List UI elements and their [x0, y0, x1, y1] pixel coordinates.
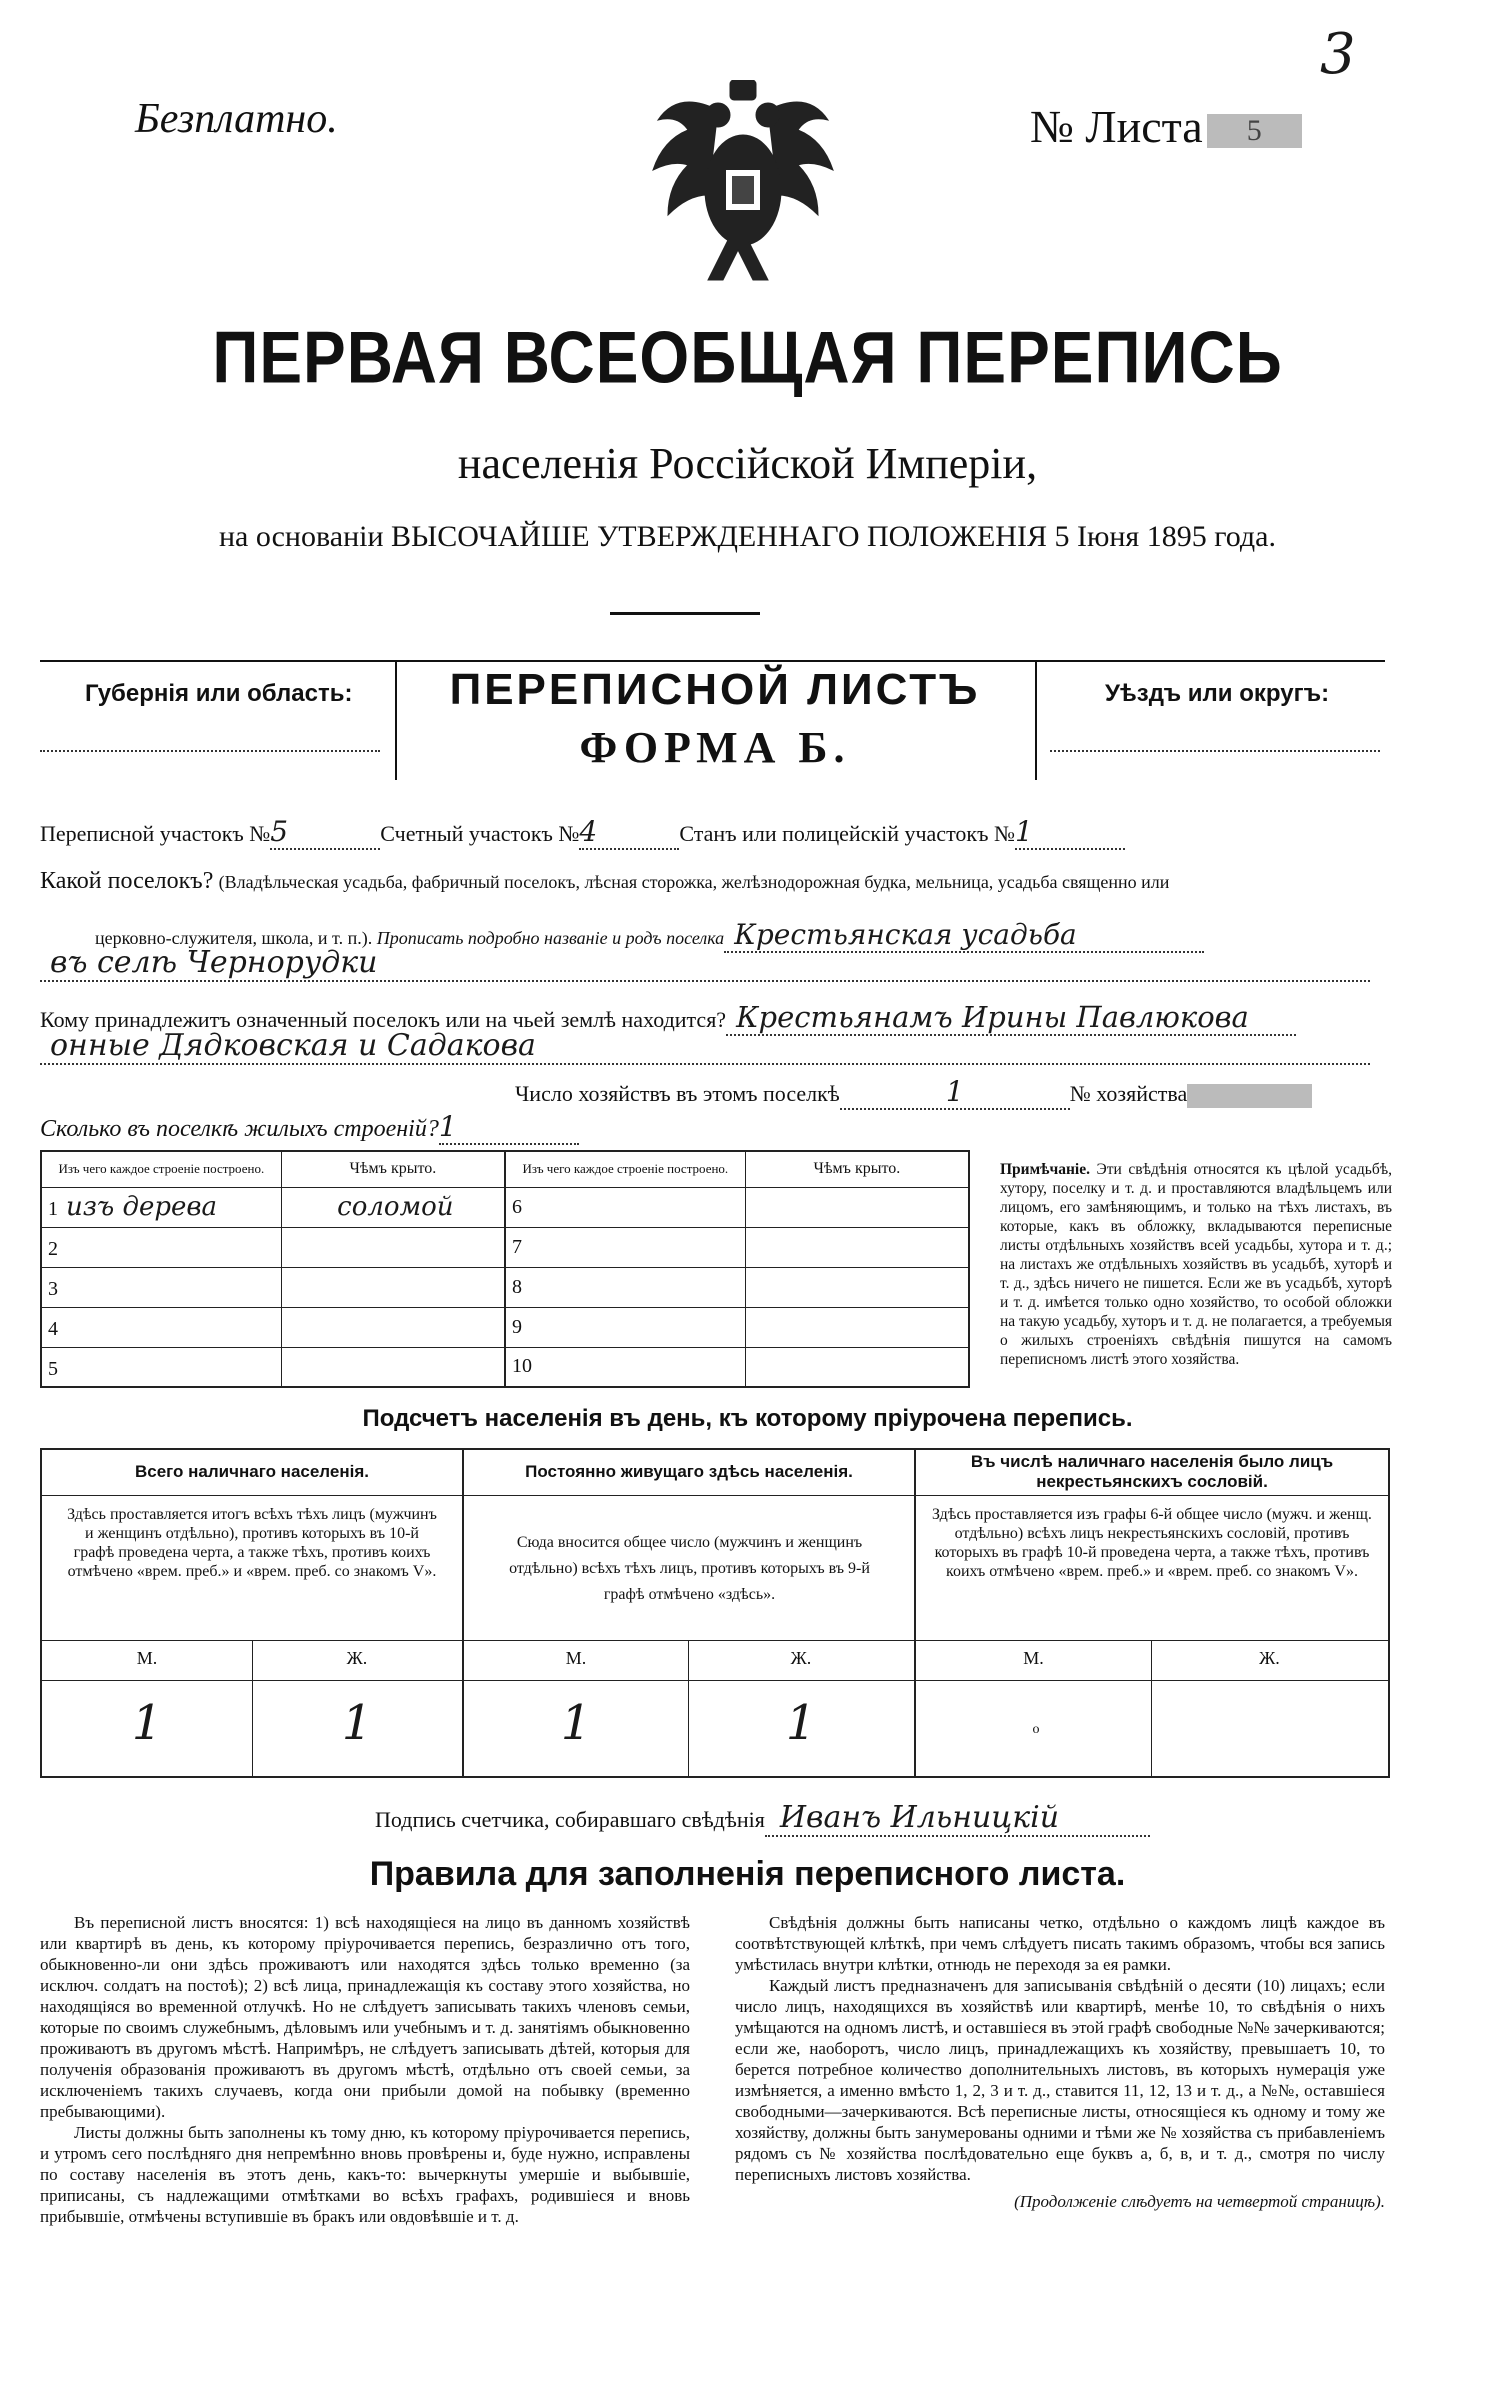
district-value: 5	[270, 815, 380, 850]
rules-right-p2: Каждый листъ предназначенъ для записыванія свѣдѣній о десяти (10) лицахъ; если число лицъ, находящихся въ хозяйствѣ или квартирѣ, менѣе 10, то свѣдѣнія о нихъ умѣщаются на одномъ листѣ, и оставшіеся въ этой графѣ свободные №№ зачеркиваются; если же, наоборотъ, число лицъ, принадлежащихъ къ хозяйству, превышаетъ 10, то берется потребное количество дополнительныхъ листовъ, въ которыхъ нумерація уже измѣняется, а именно вмѣсто 1, 2, 3 и т. д., ставится 11, 12, 13 и т. д., а №№, оставшіеся свободными—зачеркиваются. Всѣ переписные листы, относящіеся къ одному и тому же хозяйству, должны быть занумерованы одними и тѣми же № хозяйства съ прибавленіемъ рядомъ съ № хозяйства послѣдовательно еще буквъ а, б, в, и т. д., смотря по числу переписныхъ листовъ хозяйства.	[735, 1976, 1385, 2184]
rules-title: Правила для заполненія переписного листа.	[369, 1855, 1126, 1893]
count-col3-title: Въ числѣ наличнаго населенія было лицъ некрестьянскихъ сословій.	[970, 1452, 1334, 1491]
roof-cell-right	[745, 1267, 969, 1307]
settlement-value-1: Крестьянская усадьба	[724, 918, 1204, 953]
built-cell-right: 9	[505, 1307, 745, 1347]
table-row	[41, 1227, 969, 1267]
m-label-2: М.	[565, 1648, 587, 1668]
col-roof-header: Чѣмъ крыто.	[281, 1151, 505, 1187]
sheet-title: ПЕРЕПИСНОЙ ЛИСТЪ	[449, 665, 981, 714]
page-title: ПЕРВАЯ ВСЕОБЩАЯ ПЕРЕПИСЬ	[212, 315, 1283, 399]
sheet-number-label: № Листа	[1030, 101, 1203, 152]
table-row	[41, 1187, 969, 1227]
m-label-1: М.	[136, 1648, 158, 1668]
built-cell	[41, 1267, 281, 1307]
row-number: 3	[48, 1278, 58, 1300]
built-cell-right: 10	[505, 1347, 745, 1387]
settlement-instruction: Прописать подробно названіе и родъ поселка	[376, 928, 725, 948]
district-label: Переписной участокъ №	[40, 821, 271, 846]
count-value-zh-2: 1	[785, 1695, 817, 1751]
count-label: Счетный участокъ №	[380, 821, 580, 846]
form-box	[40, 660, 1385, 780]
count-row-line-2	[42, 1640, 1388, 1641]
roof-cell	[281, 1307, 505, 1347]
rules-right-column	[735, 1912, 1385, 2212]
buildings-row	[40, 1110, 579, 1145]
rules-continued: (Продолженіе слѣдуетъ на четвертой страницѣ).	[1014, 2192, 1385, 2211]
row-number: 4	[48, 1318, 58, 1340]
count-value-zh-1: 1	[341, 1695, 373, 1751]
built-cell	[41, 1307, 281, 1347]
page-number: 3	[1320, 22, 1356, 87]
form-box-right-divider	[1035, 660, 1037, 780]
gubernia-label: Губернія или область:	[85, 680, 353, 707]
zh-label-1: Ж.	[346, 1648, 368, 1668]
table-row	[41, 1267, 969, 1307]
count-row-line-1	[42, 1495, 1388, 1496]
count-col1-title: Всего наличнаго населенія.	[135, 1462, 369, 1481]
gubernia-field	[40, 750, 380, 752]
count-heading: Подсчетъ населенія въ день, къ которому пріурочена перепись.	[362, 1405, 1133, 1432]
table-row	[41, 1307, 969, 1347]
stan-value: 1	[1015, 815, 1125, 850]
rules-left-p2: Листы должны быть заполнены къ тому дню, къ которому пріурочивается перепись, и утромъ сего послѣдняго дня непремѣнно вновь провѣрены и, буде нужно, исправлены по составу населенія въ этотъ день, какъ-то: вычеркнуты умершіе и выбывшіе, приписаны, съ надлежащими отмѣтками во всѣхъ графахъ, родившіеся и вновь прибывшіе, отмѣчены вступившіе въ бракъ или овдовѣвшіе и т. д.	[40, 2123, 690, 2226]
form-box-top-line	[40, 660, 1385, 662]
rules-right-p1: Свѣдѣнія должны быть написаны четко, отдѣльно о каждомъ лицѣ каждое въ соотвѣтствующей клѣткѣ, при чемъ слѣдуетъ писать такимъ образомъ, чтобы вся запись умѣстилась внутри клѣтки, отнюдь не переходя за ея рамки.	[735, 1913, 1385, 1974]
settlement-hint: (Владѣльческая усадьба, фабричный поселокъ, лѣсная сторожка, желѣзнодорожная будка, мельница, усадьба священно или	[218, 872, 1170, 892]
count-table	[40, 1448, 1390, 1778]
built-cell	[41, 1187, 281, 1227]
col-built-header-2: Изъ чего каждое строеніе построено.	[505, 1151, 745, 1187]
household-number-value	[1187, 1084, 1312, 1108]
count-col2-text: Сюда вносится общее число (мужчинъ и женщинъ отдѣльно) всѣхъ тѣхъ лицъ, противъ которыхъ въ 9-й графѣ отмѣчено «здѣсь».	[509, 1534, 870, 1603]
count-value-m-1: 1	[131, 1695, 163, 1751]
settlement-label: Какой поселокъ?	[40, 868, 214, 894]
zh-label-2: Ж.	[790, 1648, 812, 1668]
built-cell	[41, 1347, 281, 1387]
row-number: 5	[48, 1357, 58, 1380]
settlement-row	[40, 868, 1169, 895]
roof-cell	[281, 1347, 505, 1387]
count-col2-title: Постоянно живущаго здѣсь населенія.	[525, 1462, 853, 1481]
roof-cell-right	[745, 1307, 969, 1347]
households-row	[515, 1075, 1312, 1110]
note-text: Эти свѣдѣнія относятся къ цѣлой усадьбѣ, хутору, поселку и т. д. и проставляются владѣльцемъ или лицомъ, его замѣняющимъ, и только на тѣхъ листахъ, въ которые, какъ въ обложку, вкладываются переписные листы отдѣльныхъ хозяйствъ всей усадьбы, хутора и т. д.; на листахъ же отдѣльныхъ хозяйствъ въ усадьбѣ, хуторѣ и т. д., здѣсь ничего не пишется. Если же въ усадьбѣ, хуторѣ и т. д. имѣется только одно хозяйство, то особой обложки на такую усадьбу, хуторъ и т. д. не полагается, а требуемыя о жилыхъ строеніяхъ свѣдѣнія пишутся на самомъ переписномъ листѣ этого хозяйства.	[1000, 1161, 1393, 1368]
row-number: 1	[48, 1198, 58, 1220]
buildings-value: 1	[439, 1110, 579, 1145]
household-number-label: № хозяйства	[1069, 1081, 1188, 1106]
households-label: Число хозяйствъ въ этомъ поселкѣ	[515, 1081, 840, 1106]
built-cell-right: 8	[505, 1267, 745, 1307]
zh-label-3: Ж.	[1259, 1648, 1280, 1668]
col-built-header: Изъ чего каждое строеніе построено.	[41, 1151, 281, 1187]
uezd-field	[1050, 750, 1380, 752]
count-row-line-3	[42, 1680, 1388, 1681]
note	[1000, 1160, 1392, 1369]
owner-value-2: онные Дядковская и Садакова	[40, 1028, 1370, 1065]
uezd-label: Уѣздъ или округъ:	[1105, 680, 1330, 707]
count-value-zh-3: о	[1032, 1722, 1040, 1737]
rules-left-p1: Въ переписной листъ вносятся: 1) всѣ находящіеся на лицо въ данномъ хозяйствѣ или квартирѣ въ день, къ которому пріурочивается перепись, безразлично отъ того, обыкновенно-ли они здѣсь проживаютъ или находятся здѣсь только временно (за исключ. солдатъ на постоѣ); 2) всѣ лица, принадлежащія къ составу этого хозяйства, но находящіяся во временной отлучкѣ. Но не слѣдуетъ записывать такихъ членовъ семьи, которые по своимъ служебнымъ, дѣловымъ или учебнымъ и т. д. занятіямъ обыкновенно проживаютъ въ другомъ мѣстѣ. Напримѣръ, не слѣдуетъ записывать дѣтей, которыя для полученія образованія проживаютъ въ другомъ мѣстѣ, отдѣльно отъ своей семьи, за исключеніемъ такихъ случаевъ, когда они прибыли домой на побывку (временно пребывающими).	[40, 1913, 690, 2121]
roof-cell	[281, 1227, 505, 1267]
count-col-divider-2	[914, 1450, 916, 1776]
count-value-m-2: 1	[560, 1695, 592, 1751]
sheet-number-value: 5	[1207, 114, 1302, 148]
built-cell	[41, 1227, 281, 1267]
double-headed-eagle-icon	[648, 80, 838, 290]
table-row	[41, 1347, 969, 1387]
page-subtitle: населенія Россійской Имперіи,	[457, 439, 1038, 488]
households-value: 1	[840, 1075, 1070, 1110]
roof-cell-right	[745, 1187, 969, 1227]
signature-row	[375, 1800, 1150, 1837]
stan-label: Станъ или полицейскій участокъ №	[679, 821, 1015, 846]
roof-cell-right	[745, 1347, 969, 1387]
count-col1-text: Здѣсь проставляется итогъ всѣхъ тѣхъ лицъ (мужчинъ и женщинъ отдѣльно), противъ которыхъ въ 10-й графѣ проведена черта, а также тѣхъ, противъ коихъ отмѣчено «врем. преб.» и «врем. преб. со знакомъ V».	[67, 1506, 437, 1580]
roof-cell	[281, 1267, 505, 1307]
sheet-number	[1030, 100, 1302, 153]
rules-left-column	[40, 1912, 690, 2227]
count-value: 4	[579, 815, 679, 850]
signature-label: Подпись счетчика, собиравшаго свѣдѣнія	[375, 1807, 765, 1832]
m-label-3: М.	[1023, 1648, 1044, 1668]
roof-cell-right	[745, 1227, 969, 1267]
owner-label: Кому принадлежитъ означенный поселокъ или на чьей землѣ находится?	[40, 1007, 727, 1032]
built-value: изъ дерева	[66, 1192, 218, 1222]
form-title: ФОРМА Б.	[579, 723, 851, 772]
owner-value-1: Крестьянамъ Ирины Павлюкова	[726, 1000, 1296, 1036]
col-roof-header-2: Чѣмъ крыто.	[745, 1151, 969, 1187]
buildings-table	[40, 1150, 970, 1388]
free-label: Безплатно.	[135, 96, 338, 142]
basis-line: на основаніи ВЫСОЧАЙШЕ УТВЕРЖДЕННАГО ПОЛОЖЕНІЯ 5 Іюня 1895 года.	[219, 520, 1276, 553]
divider	[610, 612, 760, 615]
built-cell-right: 6	[505, 1187, 745, 1227]
row-number: 2	[48, 1238, 58, 1260]
settlement-hint-2: церковно-служителя, школа, и т. п.).	[95, 928, 373, 948]
settlement-value-2: въ селѣ Чернорудки	[40, 945, 1370, 982]
signature-value: Иванъ Ильницкій	[765, 1800, 1150, 1837]
built-cell-right: 7	[505, 1227, 745, 1267]
roof-cell: соломой	[281, 1187, 505, 1227]
note-title: Примѣчаніе.	[1000, 1161, 1090, 1178]
district-row	[40, 815, 1125, 850]
buildings-label: Сколько въ поселкѣ жилыхъ строеній?	[40, 1116, 439, 1142]
count-col3-text: Здѣсь проставляется изъ графы 6-й общее число (мужч. и женщ. отдѣльно) всѣхъ лицъ некрестьянскихъ сословій, противъ которыхъ въ графѣ 10-й проведена черта, а также тѣхъ, противъ коихъ отмѣчено «врем. преб.» и «врем. преб. со знакомъ V».	[932, 1506, 1372, 1580]
